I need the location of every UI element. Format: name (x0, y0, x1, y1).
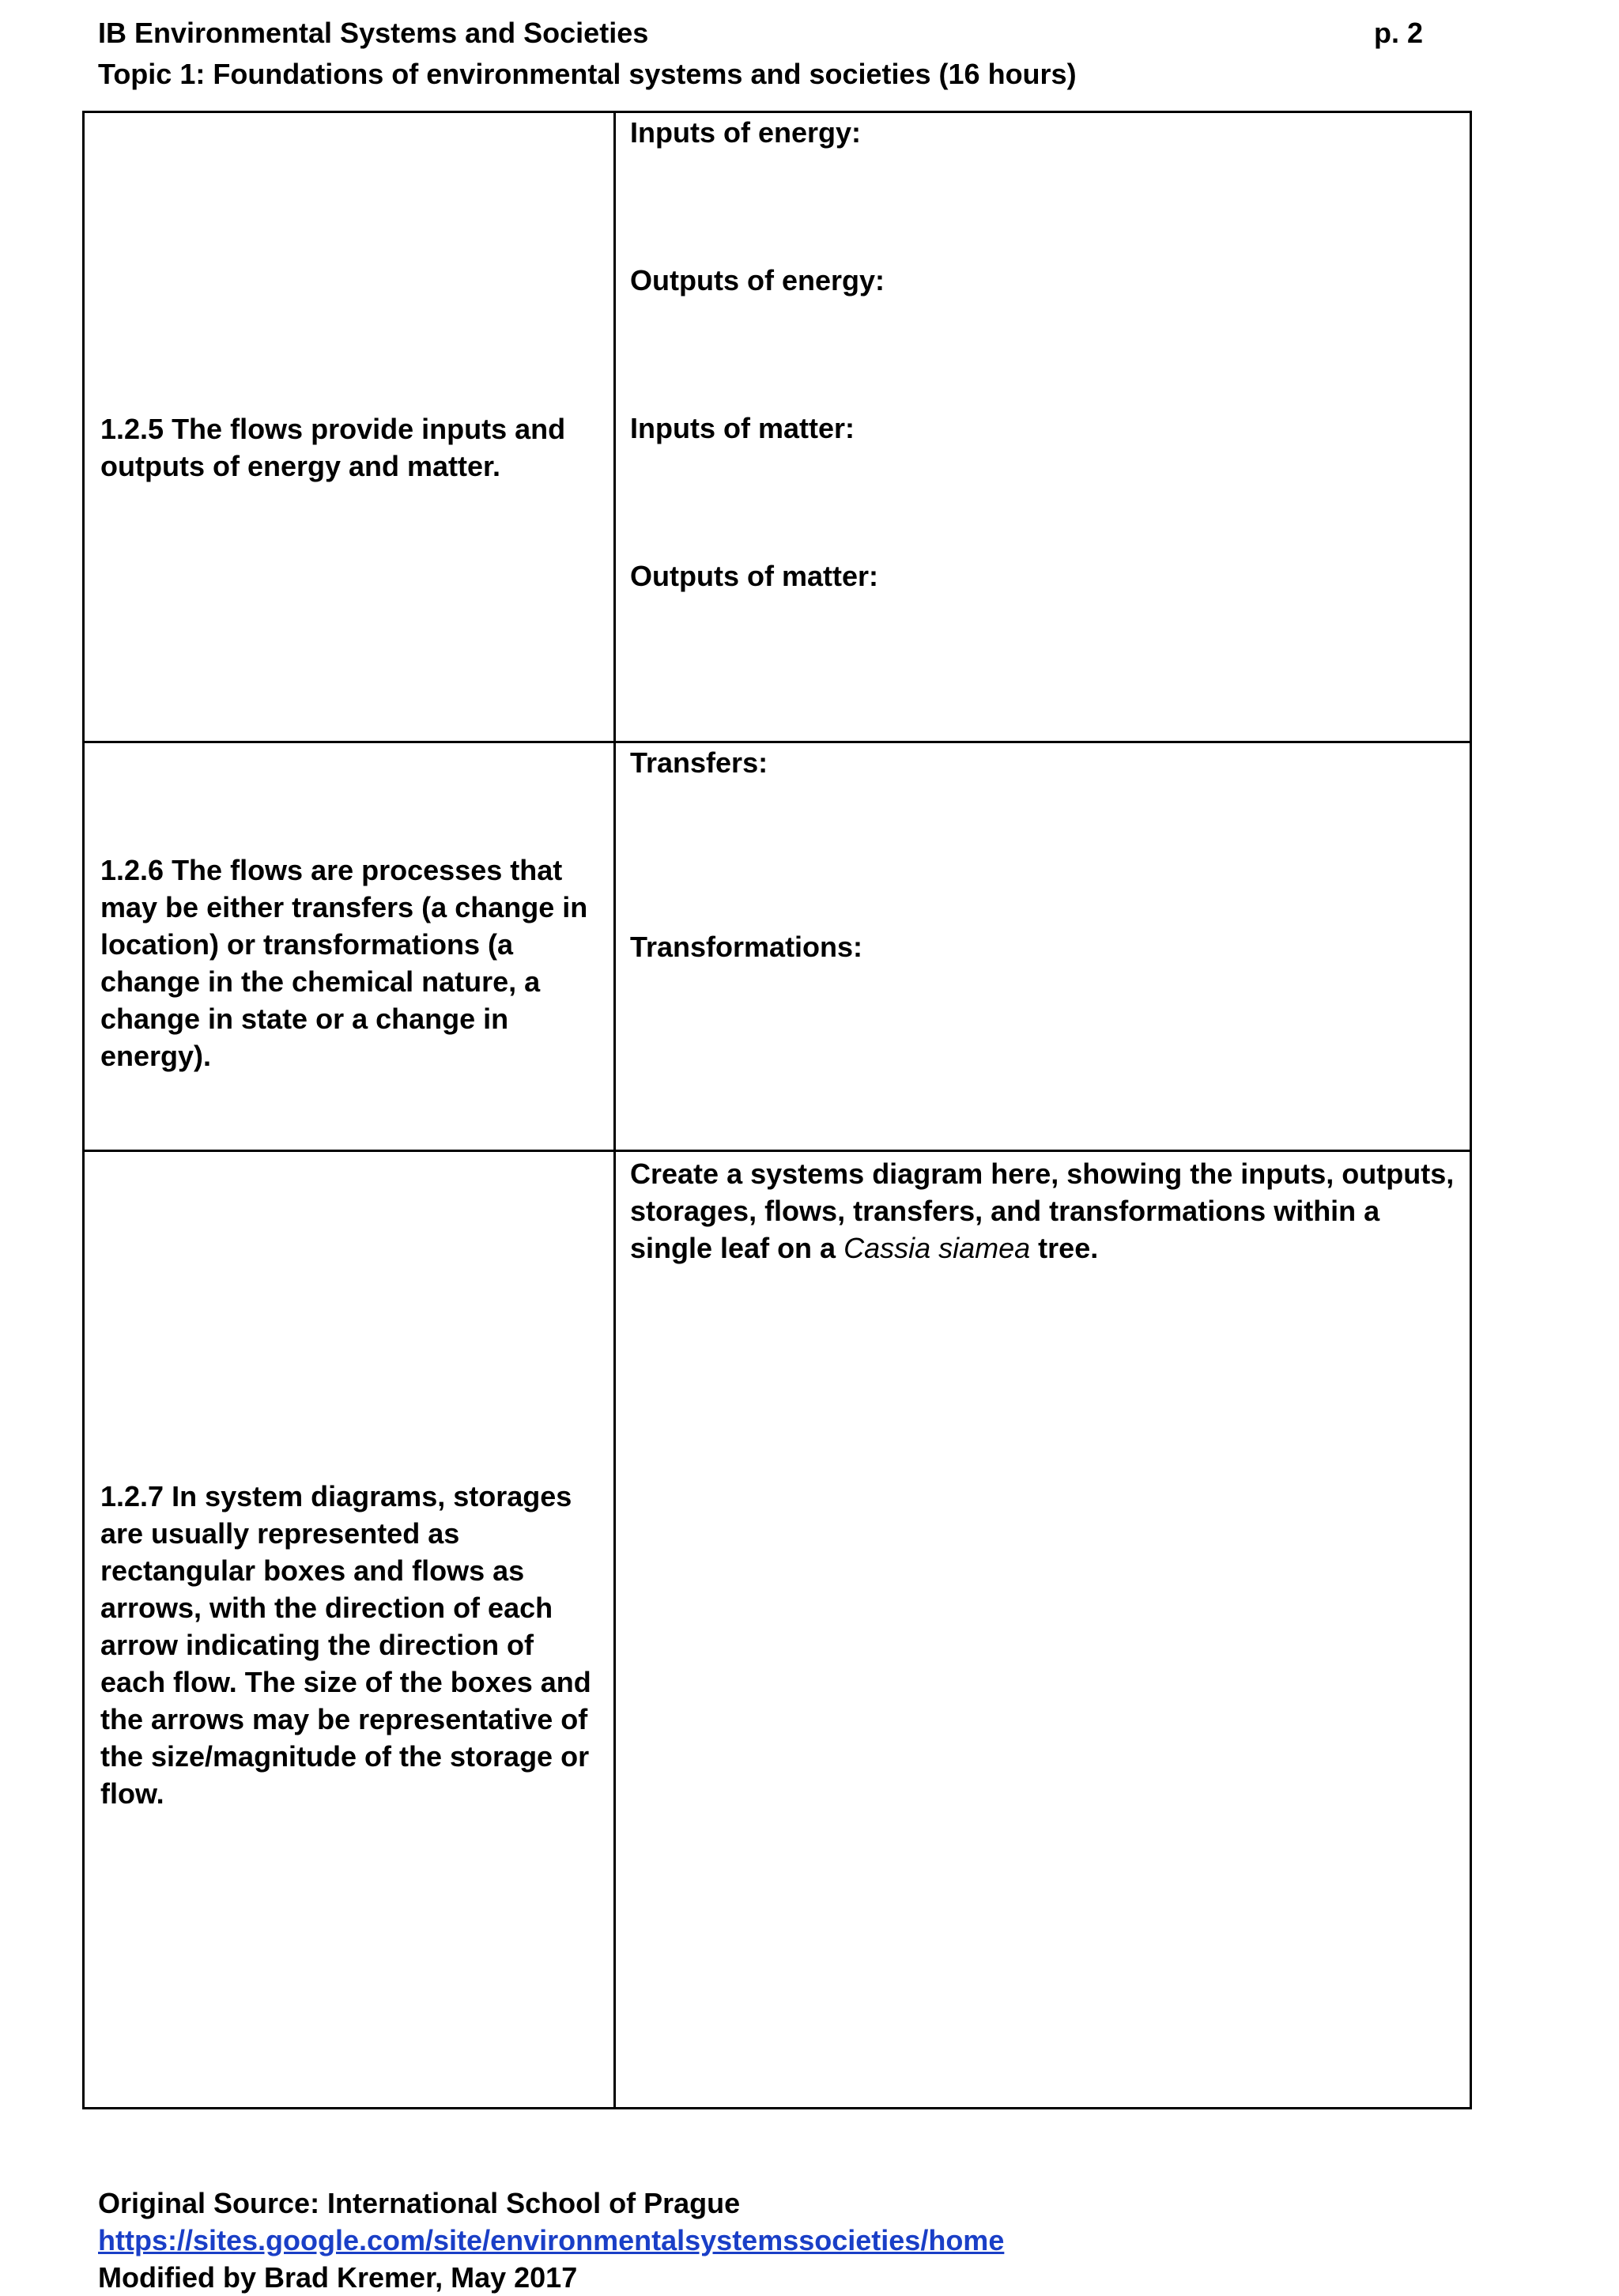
label-outputs-of-energy: Outputs of energy: (630, 264, 885, 296)
worksheet-table (82, 111, 1472, 2109)
label-inputs-of-energy: Inputs of energy: (630, 116, 862, 149)
row-2-left-cell (85, 743, 616, 1152)
topic-title: Topic 1: Foundations of environmental systems and societies (16 hours) (98, 58, 1077, 90)
diagram-area[interactable] (616, 1152, 1470, 2107)
label-transfers: Transfers: (630, 746, 768, 779)
label-outputs-of-matter: Outputs of matter: (630, 560, 878, 592)
objective-1-2-7: 1.2.7 In system diagrams, storages are usually represented as rectangular boxes and flows as arrows, with the direction of each arrow indicating the direction of each flow. The size of the boxes and the arrows may be representative of the size/magnitude of the storage or flow. (100, 1480, 591, 1810)
row-2-right-cell[interactable] (616, 743, 1470, 1152)
species-name: Cassia siamea (843, 1232, 1031, 1264)
label-inputs-of-matter: Inputs of matter: (630, 412, 855, 444)
row-1-right-cell[interactable] (616, 113, 1470, 743)
diagram-prompt-text: Create a systems diagram here, showing the inputs, outputs, storages, flows, transfers, and transformations within a single leaf on a (630, 1157, 1455, 1264)
objective-1-2-6: 1.2.6 The flows are processes that may be either transfers (a change in location) or transformations (a change in the chemical nature, a change in state or a change in energy). (100, 854, 588, 1072)
diagram-prompt-end: tree. (1030, 1232, 1099, 1264)
label-transformations: Transformations: (630, 931, 863, 963)
row-1-left-cell (85, 113, 616, 743)
row-3-left-cell (85, 1152, 616, 2107)
objective-1-2-5: 1.2.5 The flows provide inputs and outputs of energy and matter. (100, 413, 566, 482)
footer-modified: Modified by Brad Kremer, May 2017 (98, 2261, 578, 2294)
diagram-prompt (630, 1155, 1460, 1267)
footer-source: Original Source: International School of Prague (98, 2187, 741, 2219)
source-link[interactable]: https://sites.google.com/site/environmentalsystemssocieties/home (98, 2224, 1005, 2256)
course-title: IB Environmental Systems and Societies (98, 17, 649, 49)
page-number: p. 2 (1373, 17, 1423, 49)
